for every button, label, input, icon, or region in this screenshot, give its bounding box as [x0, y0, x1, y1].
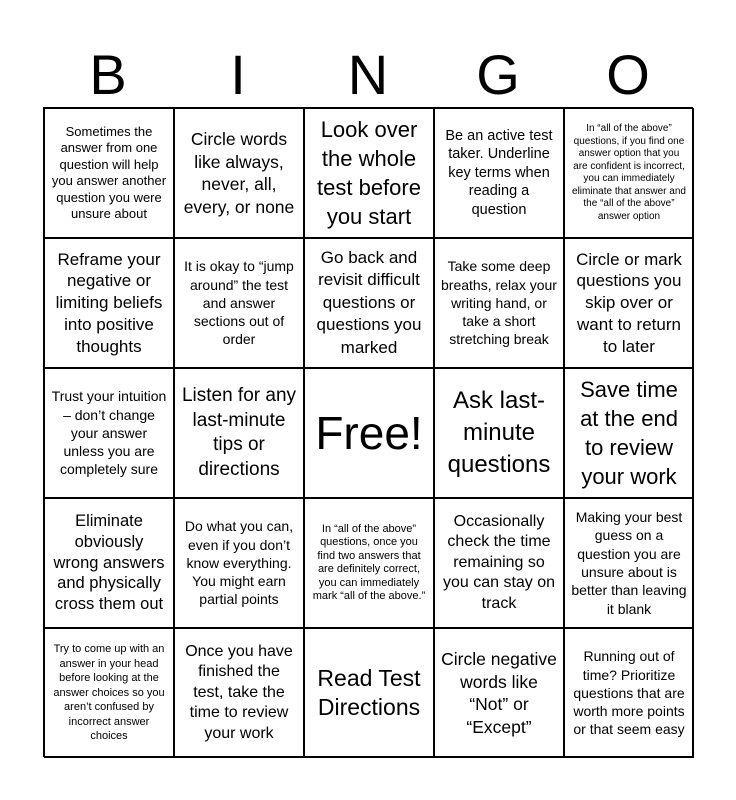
bingo-cell[interactable] — [174, 238, 304, 368]
bingo-cell[interactable] — [174, 498, 304, 628]
cell-text: It is okay to “jump around” the test and answer sections out of order — [184, 258, 294, 348]
bingo-cell[interactable] — [564, 108, 694, 238]
bingo-header — [43, 42, 693, 108]
header-letter-o: O — [606, 43, 650, 106]
free-space[interactable] — [304, 368, 434, 498]
cell-text: Try to come up with an answer in your head before looking at the answer choices so you aren’t confused by incorrect answer choices — [53, 643, 165, 743]
bingo-cell[interactable] — [44, 368, 174, 498]
free-space-text: Free! — [315, 407, 423, 459]
bingo-cell[interactable] — [44, 628, 174, 758]
bingo-cell[interactable] — [564, 498, 694, 628]
bingo-cell[interactable] — [304, 238, 434, 368]
cell-text: Do what you can, even if you don’t know everything. You might earn partial points — [184, 518, 294, 608]
header-letter-n: N — [347, 43, 389, 106]
cell-text: Circle words like always, never, all, every, or none — [183, 129, 295, 217]
header-letter-i: I — [230, 43, 246, 106]
cell-text: In “all of the above” questions, once you find two answers that are definitely correct, you can immediately mark “all of the above.” — [312, 522, 426, 602]
bingo-cell[interactable] — [44, 238, 174, 368]
cell-text: Circle or mark questions you skip over or want to return to later — [576, 249, 682, 356]
cell-text: Occasionally check the time remaining so you can stay on track — [442, 512, 556, 612]
bingo-cell[interactable] — [174, 108, 304, 238]
bingo-cell[interactable] — [434, 498, 564, 628]
bingo-cell[interactable] — [564, 628, 694, 758]
bingo-cell[interactable] — [304, 498, 434, 628]
bingo-cell[interactable] — [564, 368, 694, 498]
bingo-cell[interactable] — [434, 108, 564, 238]
bingo-cell[interactable] — [44, 498, 174, 628]
cell-text: In “all of the above” questions, if you find one answer option that you are confident is incorrect, you can immediately eliminate that answer and the “all of the above” answer option — [572, 123, 686, 222]
cell-text: Read Test Directions — [317, 665, 421, 720]
cell-text: Reframe your negative or limiting beliefs into positive thoughts — [55, 249, 163, 356]
cell-text: Circle negative words like “Not” or “Except” — [441, 649, 557, 737]
cell-text: Ask last-minute questions — [447, 387, 551, 478]
bingo-cell[interactable] — [304, 108, 434, 238]
cell-text: Take some deep breaths, relax your writing hand, or take a short stretching break — [441, 258, 557, 348]
cell-text: Eliminate obviously wrong answers and physically cross them out — [53, 512, 165, 614]
cell-text: Look over the whole test before you start — [317, 117, 421, 229]
cell-text: Running out of time? Prioritize questions that are worth more points or that seem easy — [573, 648, 685, 738]
bingo-cell[interactable] — [434, 628, 564, 758]
cell-text: Once you have finished the test, take the time to review your work — [185, 642, 293, 742]
bingo-cell[interactable] — [564, 238, 694, 368]
cell-text: Making your best guess on a question you are unsure about is better than leaving it blank — [571, 509, 687, 617]
bingo-grid — [43, 107, 693, 757]
cell-text: Be an active test taker. Underline key terms when reading a question — [445, 127, 553, 218]
bingo-cell[interactable] — [44, 108, 174, 238]
cell-text: Go back and revisit difficult questions or questions you marked — [316, 247, 422, 357]
cell-text: Trust your intuition – don’t change your answer unless you are completely sure — [51, 388, 167, 478]
bingo-cell[interactable] — [174, 368, 304, 498]
bingo-cell[interactable] — [434, 368, 564, 498]
header-letter-g: G — [476, 43, 520, 106]
header-letter-b: B — [89, 43, 127, 106]
cell-text: Save time at the end to review your work — [580, 377, 678, 489]
bingo-cell[interactable] — [434, 238, 564, 368]
bingo-cell[interactable] — [174, 628, 304, 758]
cell-text: Listen for any last-minute tips or directions — [181, 385, 297, 480]
cell-text: Sometimes the answer from one question will help you answer another question you were unsure about — [51, 123, 167, 221]
bingo-cell[interactable] — [304, 628, 434, 758]
